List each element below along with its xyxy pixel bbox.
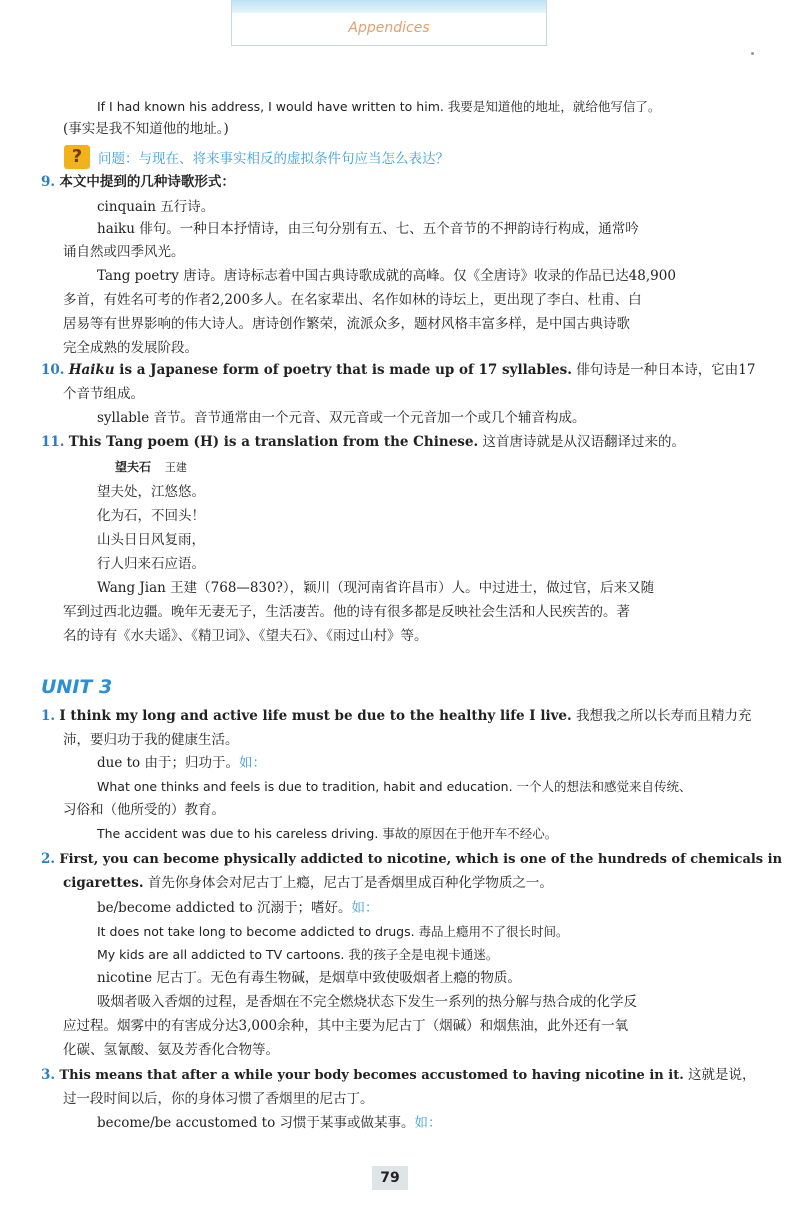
addicted-line bbox=[97, 898, 378, 918]
poem-line: 化为石，不回头！ bbox=[97, 508, 205, 524]
item-translation: 俳句诗是一种日本诗，它由17 bbox=[571, 362, 756, 378]
haiku-word: Haiku bbox=[68, 362, 115, 378]
haiku-line-2: 诵自然或四季风光。 bbox=[63, 244, 185, 260]
item-sentence: cigarettes. bbox=[63, 875, 144, 891]
wang-jian-line: Wang Jian 王建（768—830?），颖川（现河南省许昌市）人。中过进士，做过官，后来又随 bbox=[97, 580, 655, 596]
question-text: 问题：与现在、将来事实相反的虚拟条件句应当怎么表达？ bbox=[98, 151, 449, 167]
item-11 bbox=[41, 432, 685, 452]
nicotine-line: nicotine 尼古丁。无色有毒生物碱，是烟草中致使吸烟者上瘾的物质。 bbox=[97, 970, 521, 986]
item-10-cont: 个音节组成。 bbox=[63, 386, 144, 402]
item-3-cont: 过一段时间以后，你的身体习惯了香烟里的尼古丁。 bbox=[63, 1091, 374, 1107]
item-2-cont bbox=[63, 873, 553, 893]
example-line: The accident was due to his careless driving. 事故的原因在于他开车不经心。 bbox=[97, 826, 558, 841]
item-sentence: is a Japanese form of poetry that is made up of 17 syllables. bbox=[114, 362, 572, 378]
wang-jian-line-2: 军到过西北边疆。晚年无妻无子，生活凄苦。他的诗有很多都是反映社会生活和人民疾苦的。著 bbox=[63, 604, 630, 620]
phrase-def: be/become addicted to 沉溺于；嗜好。 bbox=[97, 900, 352, 916]
tang-poetry-line-4: 完全成熟的发展阶段。 bbox=[63, 340, 198, 356]
item-sentence: First, you can become physically addicted to nicotine, which is one of the hundreds of chemicals in bbox=[59, 852, 783, 867]
poem-line: 望夫处，江悠悠。 bbox=[97, 484, 205, 500]
item-9 bbox=[41, 172, 235, 192]
unit3-item-2 bbox=[41, 849, 782, 870]
item-translation: 我想我之所以长寿而且精力充 bbox=[571, 708, 752, 724]
example-line-cont: 习俗和（他所受的）教育。 bbox=[63, 802, 225, 818]
item-number: 2. bbox=[41, 851, 56, 867]
unit-heading: UNIT 3 bbox=[41, 676, 113, 698]
tang-poetry-line-3: 居易等有世界影响的伟大诗人。唐诗创作繁荣，流派众多，题材风格丰富多样，是中国古典诗歌 bbox=[63, 316, 630, 332]
poem-line: 山头日日风复雨， bbox=[97, 532, 205, 548]
item-number: 3. bbox=[41, 1067, 56, 1083]
item-number: 10. bbox=[41, 362, 65, 378]
example-marker: 如： bbox=[414, 1115, 442, 1131]
poem-author: 王建 bbox=[164, 461, 187, 474]
smoking-line: 吸烟者吸入香烟的过程，是香烟在不完全燃烧状态下发生一系列的热分解与热合成的化学反 bbox=[97, 994, 637, 1010]
poem-title bbox=[115, 457, 187, 478]
phrase-def: become/be accustomed to 习惯于某事或做某事。 bbox=[97, 1115, 415, 1131]
header-band bbox=[232, 0, 546, 13]
item-sentence: This means that after a while your body becomes accustomed to having nicotine in it. bbox=[59, 1068, 684, 1083]
example-line: My kids are all addicted to TV cartoons. 我的孩子全是电视卡通迷。 bbox=[97, 947, 499, 962]
example-marker: 如： bbox=[238, 755, 266, 771]
tang-poetry-line-2: 多首，有姓名可考的作者2,200多人。在名家辈出、名作如林的诗坛上，更出现了李白、杜甫、白 bbox=[63, 292, 642, 308]
item-translation: 这首唐诗就是从汉语翻译过来的。 bbox=[478, 434, 685, 450]
unit3-item-3 bbox=[41, 1065, 756, 1086]
item-translation: 首先你身体会对尼古丁上瘾，尼古丁是香烟里成百种化学物质之一。 bbox=[143, 875, 553, 891]
item-number: 9. bbox=[41, 174, 56, 190]
question-icon: ? bbox=[64, 145, 90, 169]
header-title: Appendices bbox=[348, 20, 430, 36]
phrase-def: due to 由于；归功于。 bbox=[97, 755, 239, 771]
example-note: (事实是我不知道他的地址。) bbox=[63, 121, 229, 137]
syllable-line: syllable 音节。音节通常由一个元音、双元音或一个元音加一个或几个辅音构成。 bbox=[97, 410, 586, 426]
speck bbox=[751, 52, 754, 55]
poem-name: 望夫石 bbox=[115, 460, 152, 474]
due-to-line bbox=[97, 753, 266, 773]
item-number: 1. bbox=[41, 708, 56, 724]
page-header bbox=[231, 0, 547, 46]
example-line: What one thinks and feels is due to tradition, habit and education. 一个人的想法和感觉来自传统、 bbox=[97, 779, 692, 794]
smoking-line-2: 应过程。烟雾中的有害成分达3,000余种，其中主要为尼古丁（烟碱）和烟焦油，此外还有一氧 bbox=[63, 1018, 629, 1034]
unit3-item-1 bbox=[41, 706, 752, 726]
example-line: It does not take long to become addicted to drugs. 毒品上瘾用不了很长时间。 bbox=[97, 924, 569, 939]
page-number: 79 bbox=[372, 1166, 408, 1190]
cinquain-line: cinquain 五行诗。 bbox=[97, 199, 215, 215]
tang-poetry-line: Tang poetry 唐诗。唐诗标志着中国古典诗歌成就的高峰。仅《全唐诗》收录的作品已达48,900 bbox=[97, 268, 676, 284]
haiku-line: haiku 俳句。一种日本抒情诗，由三句分别有五、七、五个音节的不押韵诗行构成，通常吟 bbox=[97, 221, 639, 237]
item-sentence: This Tang poem (H) is a translation from the Chinese. bbox=[68, 434, 479, 450]
example-marker: 如： bbox=[351, 900, 379, 916]
wang-jian-line-3: 名的诗有《水夫谣》、《精卫词》、《望夫石》、《雨过山村》等。 bbox=[63, 628, 428, 644]
item-1-cont: 沛，要归功于我的健康生活。 bbox=[63, 732, 239, 748]
item-sentence: I think my long and active life must be due to the healthy life I live. bbox=[59, 708, 572, 724]
item-10 bbox=[41, 360, 755, 380]
item-translation: 这就是说， bbox=[683, 1067, 756, 1083]
item-heading: 本文中提到的几种诗歌形式： bbox=[59, 174, 235, 190]
smoking-line-3: 化碳、氢氰酸、氨及芳香化合物等。 bbox=[63, 1042, 279, 1058]
example-line: If I had known his address, I would have written to him. 我要是知道他的地址，就给他写信了。 bbox=[97, 99, 661, 114]
accustomed-line bbox=[97, 1113, 442, 1133]
item-number: 11. bbox=[41, 434, 65, 450]
poem-line: 行人归来石应语。 bbox=[97, 556, 205, 572]
